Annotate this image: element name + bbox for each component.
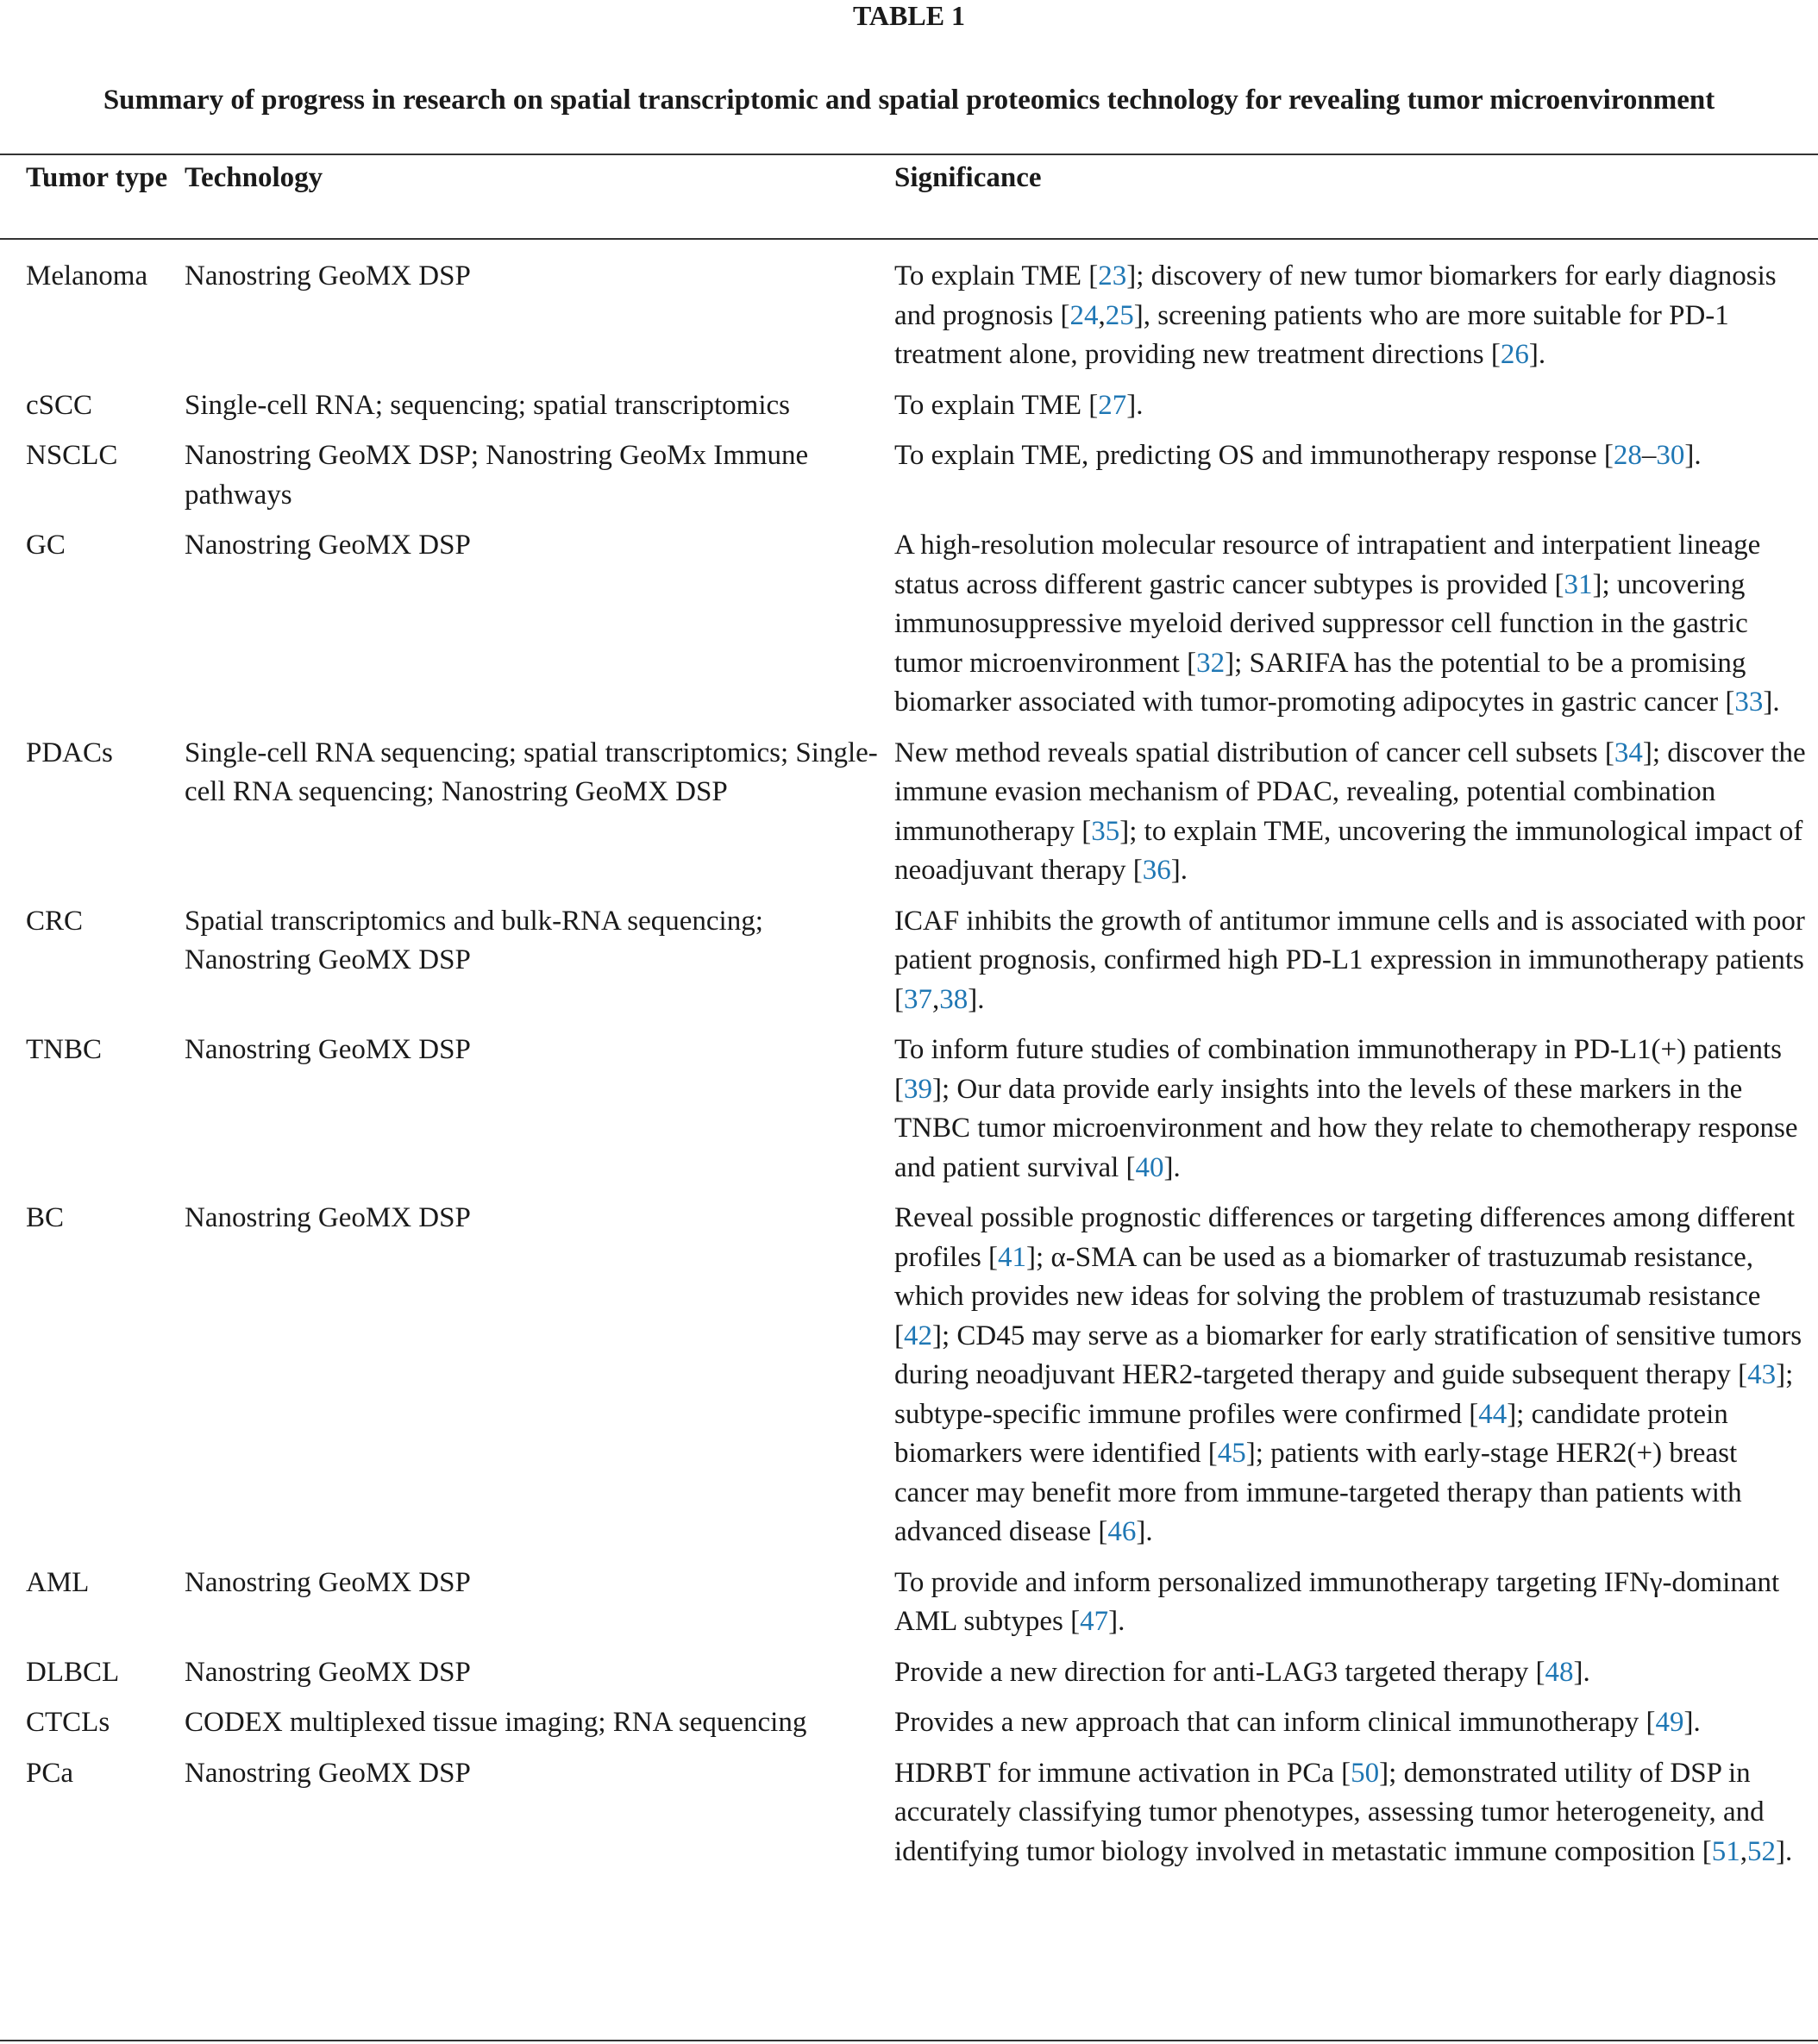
table-row: [0, 386, 1818, 437]
significance-text: ,: [1740, 1835, 1747, 1867]
cell-tumor-type: AML: [26, 1566, 90, 1598]
bottom-rule: [0, 2040, 1818, 2041]
table-row: [0, 1653, 1818, 1704]
significance-text: ].: [1126, 389, 1144, 421]
significance-text: ].: [1763, 687, 1780, 718]
significance-text: ], screening patients who are more suitable for PD-1 treatment alone, providing new treatment directions [: [894, 299, 1729, 370]
cell-tumor-type: BC: [26, 1202, 65, 1233]
reference-link[interactable]: 50: [1351, 1757, 1380, 1789]
reference-link[interactable]: 26: [1500, 339, 1529, 370]
significance-text: ].: [968, 983, 985, 1015]
reference-link[interactable]: 40: [1135, 1151, 1164, 1183]
cell-technology: Nanostring GeoMX DSP: [185, 1757, 471, 1789]
significance-text: ]; subtype-specific immune profiles were confirmed [: [894, 1359, 1794, 1430]
significance-text: HDRBT for immune activation in PCa [: [894, 1757, 1351, 1789]
reference-link[interactable]: 34: [1614, 737, 1643, 768]
cell-tumor-type: GC: [26, 530, 66, 561]
significance-text: New method reveals spatial distribution of cancer cell subsets [: [894, 737, 1614, 768]
cell-significance: [894, 257, 1818, 386]
significance-text: ]; candidate protein biomarkers were identified [: [894, 1398, 1728, 1469]
header-tumor-type: Tumor type: [26, 162, 168, 193]
cell-technology: Nanostring GeoMX DSP; Nanostring GeoMx Immune pathways: [185, 440, 809, 511]
significance-text: Reveal possible prognostic differences or targeting differences among different profiles [: [894, 1202, 1796, 1273]
cell-tumor-type: CRC: [26, 905, 84, 937]
significance-text: ]; demonstrated utility of DSP in accurately classifying tumor phenotypes, assessing tumor heterogeneity, and identifying tumor biology involved in metastatic immune composition [: [894, 1757, 1765, 1867]
cell-tumor-type: PDACs: [26, 737, 113, 768]
reference-link[interactable]: 46: [1107, 1516, 1137, 1547]
reference-link[interactable]: 25: [1105, 299, 1134, 331]
cell-tumor-type: TNBC: [26, 1034, 103, 1065]
significance-text: To inform future studies of combination immunotherapy in PD-L1(+) patients [: [894, 1034, 1783, 1105]
significance-text: ]; to explain TME, uncovering the immunological impact of neoadjuvant therapy [: [894, 815, 1803, 886]
cell-tumor-type: NSCLC: [26, 440, 118, 471]
reference-link[interactable]: 44: [1478, 1398, 1508, 1430]
reference-link[interactable]: 24: [1069, 299, 1099, 331]
table-row: [0, 1031, 1818, 1199]
reference-link[interactable]: 35: [1091, 815, 1120, 847]
cell-significance: [894, 1653, 1818, 1704]
table-row: [0, 1703, 1818, 1754]
significance-text: ]; CD45 may serve as a biomarker for early stratification of sensitive tumors during neoadjuvant HER2-targeted therapy and guide subsequent therapy [: [894, 1320, 1802, 1390]
reference-link[interactable]: 28: [1613, 440, 1642, 471]
reference-link[interactable]: 31: [1564, 568, 1593, 600]
significance-text: ]; Our data provide early insights into the levels of these markers in the TNBC tumor microenvironment and how they relate to chemotherapy response and patient survival [: [894, 1073, 1798, 1183]
significance-text: To provide and inform personalized immunotherapy targeting IFNγ-dominant AML subtypes [: [894, 1566, 1780, 1637]
significance-text: ]; SARIFA has the potential to be a promising biomarker associated with tumor-promoting adipocytes in gastric cancer [: [894, 647, 1746, 718]
significance-text: To explain TME [: [894, 389, 1099, 421]
significance-text: ]; discovery of new tumor biomarkers for early diagnosis and prognosis [: [894, 260, 1777, 331]
cell-significance: [894, 902, 1818, 1031]
reference-link[interactable]: 48: [1545, 1656, 1574, 1688]
table-row: [0, 734, 1818, 902]
cell-technology: Nanostring GeoMX DSP: [185, 1202, 471, 1233]
reference-link[interactable]: 38: [939, 983, 969, 1015]
reference-link[interactable]: 51: [1711, 1835, 1740, 1867]
cell-technology: Nanostring GeoMX DSP: [185, 530, 471, 561]
significance-text: ].: [1136, 1516, 1153, 1547]
reference-link[interactable]: 42: [904, 1320, 932, 1351]
table-row: [0, 436, 1818, 526]
cell-technology: Nanostring GeoMX DSP: [185, 1656, 471, 1688]
cell-tumor-type: cSCC: [26, 389, 93, 421]
table-row: [0, 257, 1818, 386]
cell-tumor-type: Melanoma: [26, 260, 148, 292]
significance-text: A high-resolution molecular resource of intrapatient and interpatient lineage status across different gastric cancer subtypes is provided [: [894, 530, 1761, 600]
significance-text: Provides a new approach that can inform clinical immunotherapy [: [894, 1707, 1656, 1738]
table-row: [0, 902, 1818, 1031]
reference-link[interactable]: 52: [1746, 1835, 1776, 1867]
reference-link[interactable]: 43: [1747, 1359, 1777, 1390]
cell-significance: [894, 436, 1818, 526]
reference-link[interactable]: 36: [1142, 855, 1171, 886]
cell-significance: [894, 1703, 1818, 1754]
significance-text: ].: [1775, 1835, 1793, 1867]
significance-text: To explain TME, predicting OS and immunotherapy response [: [894, 440, 1614, 471]
reference-link[interactable]: 23: [1098, 260, 1127, 292]
significance-text: –: [1641, 440, 1657, 471]
table-body: [0, 257, 1818, 1883]
significance-text: ICAF inhibits the growth of antitumor immune cells and is associated with poor patient prognosis, confirmed high PD-L1 expression in immunotherapy patients [: [894, 905, 1805, 1015]
cell-significance: [894, 1031, 1818, 1199]
reference-link[interactable]: 30: [1656, 440, 1685, 471]
table-row: [0, 1564, 1818, 1653]
significance-text: ].: [1170, 855, 1188, 886]
cell-technology: CODEX multiplexed tissue imaging; RNA sequencing: [185, 1707, 807, 1738]
cell-technology: Single-cell RNA; sequencing; spatial transcriptomics: [185, 389, 791, 421]
cell-significance: [894, 1564, 1818, 1653]
cell-significance: [894, 1754, 1818, 1884]
table-row: [0, 1754, 1818, 1884]
cell-tumor-type: DLBCL: [26, 1656, 120, 1688]
reference-link[interactable]: 27: [1098, 389, 1127, 421]
header-significance: Significance: [894, 162, 1042, 193]
table-caption: Summary of progress in research on spatial transcriptomic and spatial proteomics technology for revealing tumor microenvironment: [103, 85, 1715, 116]
cell-significance: [894, 734, 1818, 902]
significance-text: ].: [1108, 1606, 1125, 1637]
reference-link[interactable]: 45: [1217, 1438, 1246, 1469]
significance-text: ]; discover the immune evasion mechanism of PDAC, revealing, potential combination immunotherapy [: [894, 737, 1806, 847]
cell-technology: Spatial transcriptomics and bulk-RNA sequencing; Nanostring GeoMX DSP: [185, 905, 763, 975]
cell-technology: Single-cell RNA sequencing; spatial transcriptomics; Single-cell RNA sequencing; Nanostring GeoMX DSP: [185, 737, 878, 807]
cell-technology: Nanostring GeoMX DSP: [185, 1566, 471, 1598]
significance-text: To explain TME [: [894, 260, 1099, 292]
header-technology: Technology: [185, 162, 323, 193]
table-label: TABLE 1: [852, 0, 966, 31]
significance-text: ]; patients with early-stage HER2(+) breast cancer may benefit more from immune-targeted therapy than patients with advanced disease [: [894, 1438, 1742, 1547]
significance-text: ].: [1528, 339, 1546, 370]
cell-tumor-type: PCa: [26, 1757, 74, 1789]
significance-text: ].: [1163, 1151, 1181, 1183]
table-row: [0, 1199, 1818, 1564]
cell-tumor-type: CTCLs: [26, 1707, 110, 1738]
reference-link[interactable]: 49: [1655, 1707, 1684, 1738]
reference-link[interactable]: 33: [1734, 687, 1764, 718]
significance-text: ,: [932, 983, 940, 1015]
significance-text: ,: [1098, 299, 1106, 331]
reference-link[interactable]: 47: [1080, 1606, 1109, 1637]
reference-link[interactable]: 41: [998, 1241, 1027, 1273]
cell-significance: [894, 1199, 1818, 1564]
table-row: [0, 526, 1818, 734]
reference-link[interactable]: 39: [904, 1073, 932, 1105]
significance-text: Provide a new direction for anti-LAG3 targeted therapy [: [894, 1656, 1545, 1688]
cell-technology: Nanostring GeoMX DSP: [185, 260, 471, 292]
reference-link[interactable]: 37: [904, 983, 932, 1015]
significance-text: ]; α-SMA can be used as a biomarker of trastuzumab resistance, which provides new ideas for solving the problem of trastuzumab resistance [: [894, 1241, 1761, 1351]
significance-text: ].: [1573, 1656, 1590, 1688]
header-rule: [0, 238, 1818, 240]
cell-technology: Nanostring GeoMX DSP: [185, 1034, 471, 1065]
significance-text: ]; uncovering immunosuppressive myeloid derived suppressor cell function in the gastric tumor microenvironment [: [894, 568, 1748, 679]
table-header: [0, 158, 1818, 198]
significance-text: ].: [1683, 1707, 1701, 1738]
reference-link[interactable]: 32: [1196, 647, 1226, 679]
cell-significance: [894, 526, 1818, 734]
cell-significance: [894, 386, 1818, 437]
top-rule: [0, 154, 1818, 155]
significance-text: ].: [1684, 440, 1702, 471]
